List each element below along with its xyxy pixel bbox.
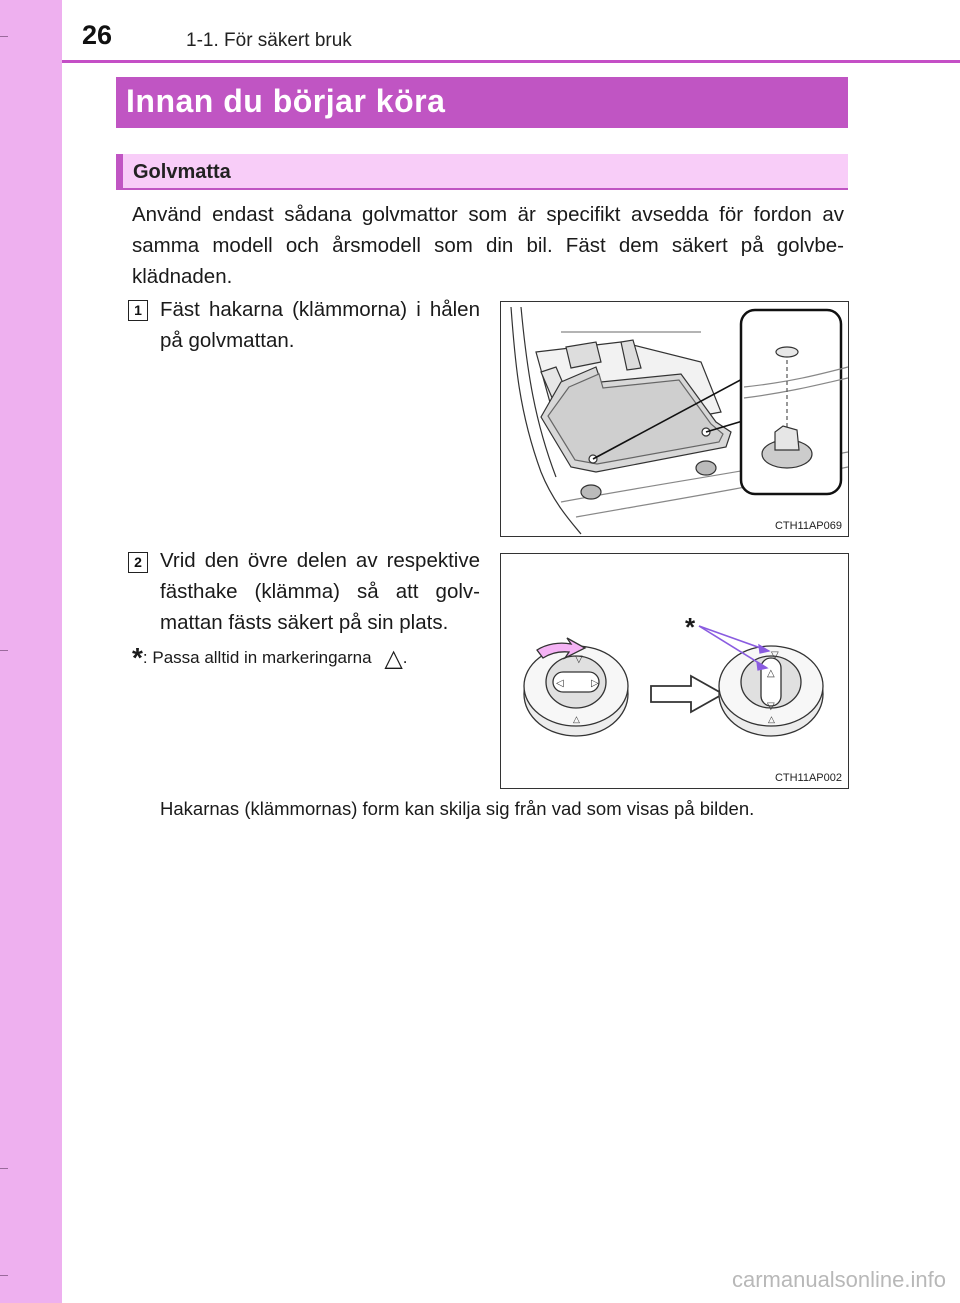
page-margin-sidebar [0, 0, 62, 1303]
clip-rotation-illustration [501, 554, 848, 788]
page-title-banner [116, 77, 848, 128]
note-end: . [402, 648, 408, 667]
crop-mark [0, 36, 8, 37]
section-breadcrumb: 1-1. För säkert bruk [186, 30, 352, 51]
svg-text:◁: ◁ [556, 678, 564, 689]
crop-mark [0, 1168, 8, 1169]
crop-mark [0, 1275, 8, 1276]
alignment-note [132, 642, 408, 674]
intro-paragraph: Använd endast sådana golvmattor som är specifikt avsedda för fordon av samma modell och årsmodell som din bil. Fäst dem säkert på golvbe-klädnaden. [132, 203, 844, 288]
footnote-text: Hakarnas (klämmornas) form kan skilja sig från vad som visas på bilden. [160, 798, 755, 819]
figure-floor-mat-hooks [500, 301, 849, 537]
page-number: 26 [82, 20, 113, 50]
svg-text:▷: ▷ [591, 678, 599, 689]
svg-text:△: △ [573, 714, 580, 724]
step-number-1: 1 [128, 300, 148, 321]
floor-mat-illustration [501, 302, 848, 536]
svg-text:△: △ [768, 714, 775, 724]
step-text-2: Vrid den övre delen av respektive fästhake (klämma) så att golv-mattan fästs säkert på sin plats. [160, 549, 480, 634]
header-rule [62, 60, 960, 63]
svg-text:▽: ▽ [767, 701, 775, 712]
crop-mark [0, 650, 8, 651]
figure-asterisk: * [685, 612, 696, 642]
page-title: Innan du börjar köra [126, 83, 446, 119]
subheading-banner [116, 154, 848, 190]
figure-code: CTH11AP002 [774, 772, 842, 784]
svg-text:▽: ▽ [575, 654, 583, 665]
note-text: : Passa alltid in markeringarna [142, 648, 372, 667]
svg-text:△: △ [767, 668, 775, 679]
svg-text:▽: ▽ [771, 650, 779, 661]
watermark: carmanualsonline.info [731, 1267, 946, 1292]
step-number-2: 2 [128, 552, 148, 573]
asterisk-marker: * [132, 642, 143, 673]
figure-clip-rotation [500, 553, 849, 789]
subheading-title: Golvmatta [133, 161, 231, 183]
figure-code: CTH11AP069 [774, 520, 842, 532]
step-text-1: Fäst hakarna (klämmorna) i hålen på golvmattan. [160, 298, 480, 352]
triangle-mark-icon: △ [384, 645, 403, 672]
subheading-accent-bar [116, 154, 123, 188]
